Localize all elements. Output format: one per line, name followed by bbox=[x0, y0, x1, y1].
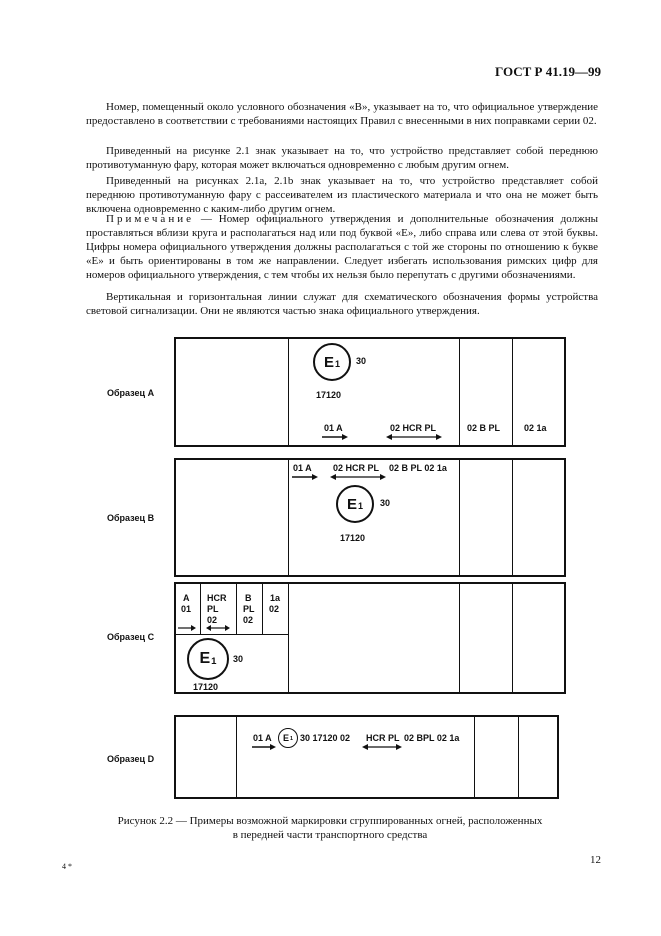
sample-b-divider bbox=[288, 458, 289, 577]
sample-d-label: Образец D bbox=[107, 754, 155, 764]
caption-line-2: в передней части транспортного средства bbox=[232, 829, 428, 841]
sample-c-frame bbox=[174, 582, 566, 694]
right-arrow-icon bbox=[292, 474, 318, 480]
cell-text: PL bbox=[243, 604, 255, 614]
cell-text: 02 bbox=[243, 615, 254, 625]
footer-mark: 4 * bbox=[62, 862, 72, 871]
mark-subscript: 1 bbox=[358, 501, 364, 512]
mark-subscript: 1 bbox=[335, 359, 341, 370]
country-code: 30 bbox=[356, 356, 367, 366]
page-number: 12 bbox=[590, 854, 601, 866]
sample-c-divider bbox=[236, 582, 237, 634]
paragraph-1: Номер, помещенный около условного обозначения «В», указывает на то, что официальное утверждение предоставлено в соответствии с требованиями настоящих Правил с внесенными в них поправками серии 02. bbox=[86, 101, 598, 127]
approval-circle-b bbox=[336, 485, 374, 523]
cell-text: 1a bbox=[270, 593, 281, 603]
paragraph-last: Вертикальная и горизонтальная линии служат для схематического обозначения формы устройства световой сигнализации. Они не являются частью знака официального утверждения. bbox=[86, 291, 598, 317]
note-text: — Номер официального утверждения и дополнительные обозначения должны проставляться вблизи круга и располагаться над или под буквой «Е», либо справа или слева от этой буквы. Цифры номера официального утверждения должны располагаться с той же стороны по отношению к букве «Е» и быть ориентированы в том же направлении. Следует избегать использования римских цифр для номеров официального утверждения, с тем чтобы их нельзя было перепутать с другими обозначениями. bbox=[86, 213, 598, 281]
country-code: 30 bbox=[233, 654, 244, 664]
cell-text: PL bbox=[207, 604, 219, 614]
double-arrow-icon bbox=[386, 434, 442, 440]
sample-c-label: Образец С bbox=[107, 632, 155, 642]
cell-text: 02 bbox=[207, 615, 218, 625]
note-prefix: Примечание bbox=[106, 213, 194, 225]
fog-mark: 01 A bbox=[253, 733, 272, 743]
sample-b-divider bbox=[459, 458, 460, 577]
country-code: 30 bbox=[380, 498, 391, 508]
mark-subscript: 1 bbox=[290, 736, 293, 743]
fog-mark: 01 A bbox=[324, 423, 343, 433]
right-arrow-icon bbox=[252, 744, 276, 750]
rear-fog-mark: 02 B PL bbox=[467, 423, 501, 433]
sample-c-divider bbox=[512, 582, 513, 694]
fog-mark: 01 A bbox=[293, 463, 312, 473]
sample-a-divider bbox=[288, 337, 289, 447]
cell-text: HCR bbox=[207, 593, 227, 603]
sample-c-divider bbox=[459, 582, 460, 694]
sample-c-divider bbox=[288, 582, 289, 694]
headlamp-mark: 02 HCR PL bbox=[333, 463, 380, 473]
sample-c-divider bbox=[200, 582, 201, 634]
position-mark: 02 1a bbox=[524, 423, 547, 433]
double-arrow-icon bbox=[330, 474, 386, 480]
paragraph-2: Приведенный на рисунке 2.1 знак указывает на то, что устройство представляет собой переднюю противотуманную фару, которая может включаться одновременно с любым другим огнем. bbox=[86, 145, 598, 171]
approval-number: 17120 bbox=[340, 533, 366, 543]
sample-b-divider bbox=[512, 458, 513, 577]
sample-a-divider bbox=[512, 337, 513, 447]
right-arrow-icon bbox=[322, 434, 348, 440]
right-arrow-icon bbox=[178, 625, 196, 631]
figure-caption bbox=[60, 814, 600, 842]
sample-d-divider bbox=[518, 715, 519, 799]
headlamp-mark: HCR PL bbox=[366, 733, 400, 743]
double-arrow-icon bbox=[362, 744, 402, 750]
cell-text: 01 bbox=[181, 604, 192, 614]
sample-c-divider bbox=[262, 582, 263, 634]
approval-circle-c bbox=[187, 638, 229, 680]
mark-letter: E bbox=[346, 495, 357, 513]
other-marks: 02 B PL 02 1a bbox=[389, 463, 447, 473]
caption-line-1: Рисунок 2.2 — Примеры возможной маркировки сгруппированных огней, расположенных bbox=[117, 815, 543, 827]
mark-letter: E bbox=[323, 353, 334, 371]
sample-d-divider bbox=[236, 715, 237, 799]
document-header: ГОСТ Р 41.19—99 bbox=[495, 64, 601, 79]
sample-c-divider bbox=[174, 634, 288, 635]
paragraph-3: Приведенный на рисунках 2.1а, 2.1b знак указывает на то, что устройство представляет собой переднюю противотуманную фару с рассеивателем из пластического материала и что она не может быть включена одновременно с каким-либо другим огнем. bbox=[86, 175, 598, 215]
approval-circle-d bbox=[278, 728, 298, 748]
mark-letter: E bbox=[199, 650, 211, 667]
approval-number: 17120 bbox=[316, 390, 342, 400]
sample-a-frame bbox=[174, 337, 566, 447]
approval-number: 17120 bbox=[193, 682, 219, 692]
other-marks: 02 BPL 02 1a bbox=[404, 733, 460, 743]
sample-a-label: Образец А bbox=[107, 388, 155, 398]
mark-letter: E bbox=[282, 733, 289, 743]
note-paragraph bbox=[86, 212, 598, 282]
sample-d-divider bbox=[474, 715, 475, 799]
sample-d-frame bbox=[174, 715, 559, 799]
cell-text: B bbox=[245, 593, 252, 603]
double-arrow-icon bbox=[206, 625, 230, 631]
headlamp-mark: 02 HCR PL bbox=[390, 423, 437, 433]
cell-text: A bbox=[183, 593, 190, 603]
cell-text: 02 bbox=[269, 604, 280, 614]
sample-b-label: Образец В bbox=[107, 513, 155, 523]
number-marks: 30 17120 02 bbox=[300, 733, 351, 743]
sample-a-divider bbox=[459, 337, 460, 447]
approval-circle-a bbox=[313, 343, 351, 381]
mark-subscript: 1 bbox=[211, 655, 217, 667]
